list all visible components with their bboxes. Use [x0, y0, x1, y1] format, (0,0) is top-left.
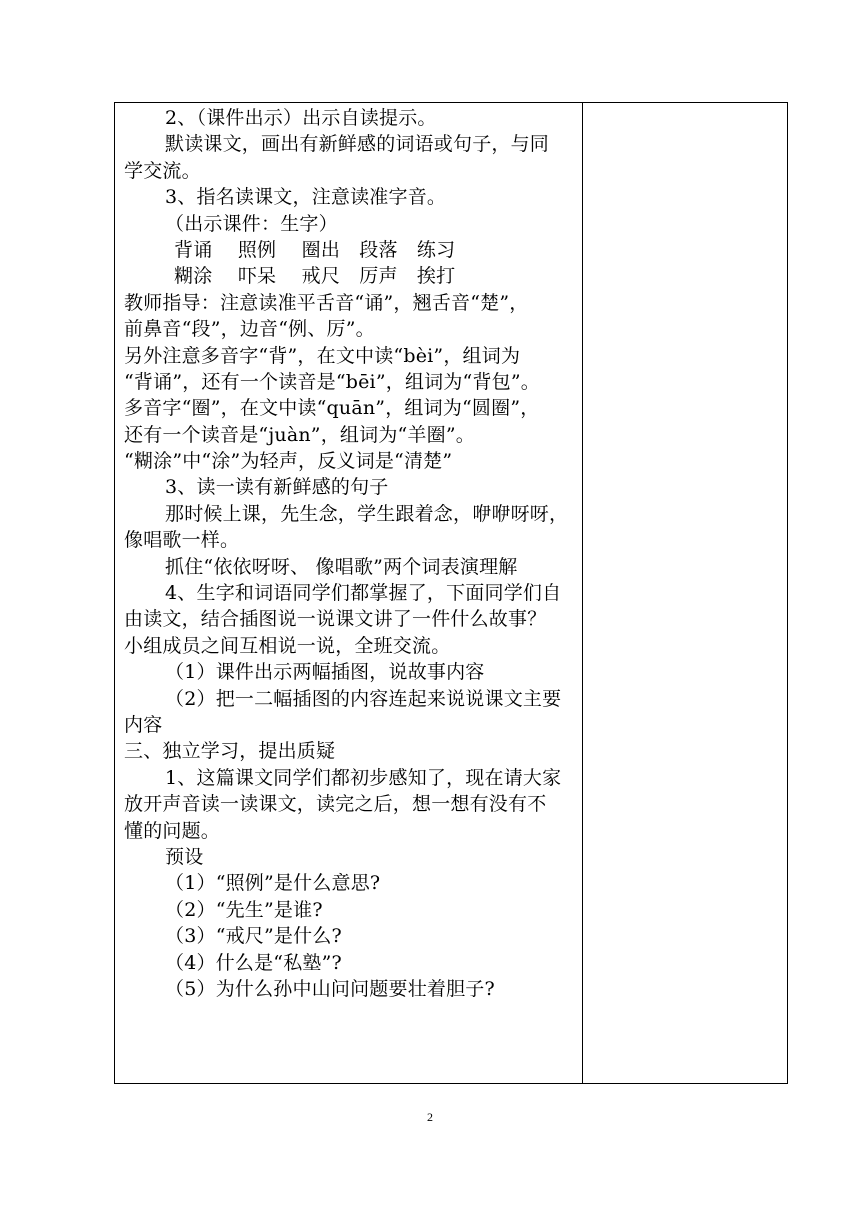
notes-cell	[583, 103, 787, 1083]
text-line: 懂的问题。	[124, 819, 221, 842]
lesson-table	[114, 102, 788, 1084]
text-line: （2）“先生”是谁?	[165, 898, 323, 921]
text-line: “糊涂”中“涂”为轻声，反义词是“清楚”	[124, 450, 453, 473]
text-line: （1）课件出示两幅插图，说故事内容	[165, 661, 485, 684]
text-line: 另外注意多音字“背”，在文中读“bèi”，组词为	[124, 344, 521, 367]
text-line: （1）“照例”是什么意思?	[165, 872, 381, 895]
lesson-content-cell	[115, 103, 582, 1083]
text-line: “背诵”，还有一个读音是“bēi”，组词为“背包”。	[124, 370, 540, 393]
text-line: 小组成员之间互相说一说，全班交流。	[124, 634, 451, 657]
text-line: 4、生字和词语同学们都掌握了，下面同学们自	[165, 582, 562, 605]
text-line: （5）为什么孙中山问问题要壮着胆子?	[165, 977, 495, 1000]
text-line: 默读课文，画出有新鲜感的词语或句子，与同	[165, 133, 550, 156]
text-line: 学交流。	[124, 159, 201, 182]
text-line: 三、独立学习，提出质疑	[124, 740, 336, 763]
text-line: 放开声音读一读课文，读完之后，想一想有没有不	[124, 793, 547, 816]
text-line: 预设	[165, 845, 204, 868]
text-line: 抓住“依依呀呀、 像唱歌”两个词表演理解	[165, 555, 518, 578]
text-line: 像唱歌一样。	[124, 529, 240, 552]
text-line: 3、读一读有新鲜感的句子	[165, 476, 389, 499]
text-line: 背诵 照例 圈出 段落 练习	[174, 238, 456, 261]
text-line: 糊涂 吓呆 戒尺 厉声 挨打	[174, 265, 456, 288]
text-line: 内容	[124, 713, 163, 736]
text-line: 1、这篇课文同学们都初步感知了，现在请大家	[165, 766, 562, 789]
text-line: 还有一个读音是“juàn”，组词为“羊圈”。	[124, 423, 475, 446]
text-line: （3）“戒尺”是什么?	[165, 925, 342, 948]
text-line: 教师指导：注意读准平舌音“诵”，翘舌音“楚”，	[124, 291, 529, 314]
text-line: （2）把一二幅插图的内容连起来说说课文主要	[165, 687, 562, 710]
text-line: （4）什么是“私塾”?	[165, 951, 342, 974]
text-line: （出示课件：生字）	[165, 212, 338, 235]
text-line: 由读文，结合插图说一说课文讲了一件什么故事？	[124, 608, 547, 631]
text-line: 那时候上课，先生念，学生跟着念，咿咿呀呀，	[165, 502, 569, 525]
text-line: 前鼻音“段”，边音“例、厉”。	[124, 318, 375, 341]
text-line: 3、指名读课文，注意读准字音。	[165, 186, 447, 209]
page-number: 2	[427, 1110, 433, 1124]
text-line: 2、（课件出示）出示自读提示。	[165, 107, 437, 129]
text-line: 多音字“圈”，在文中读“quān”，组词为“圆圈”，	[124, 397, 540, 420]
